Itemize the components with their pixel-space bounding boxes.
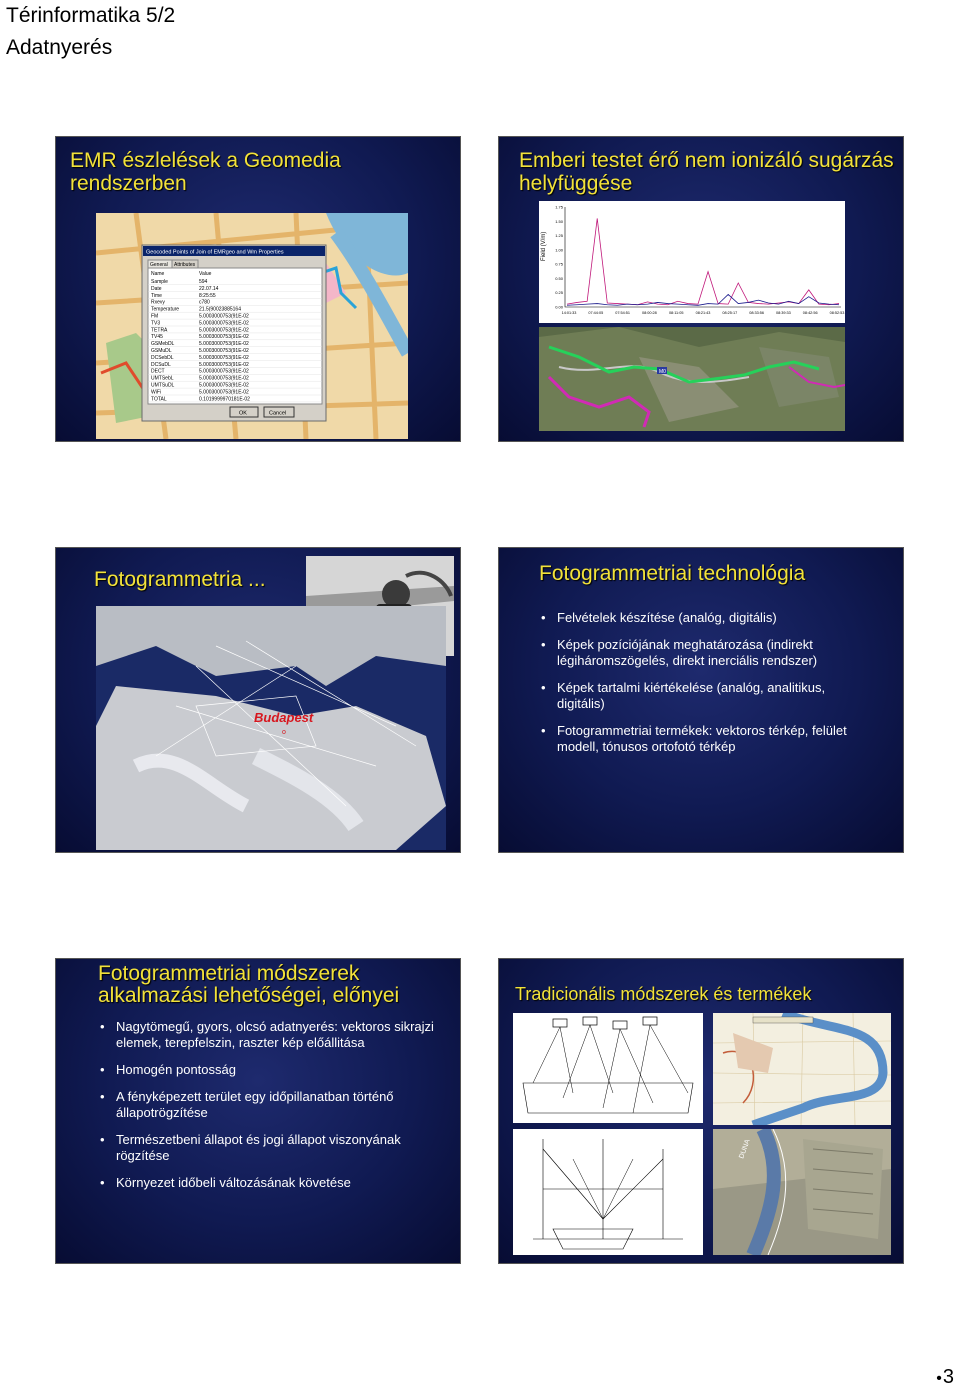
svg-text:o: o [282, 729, 286, 736]
geomedia-map-screenshot [96, 213, 408, 439]
bullet-item: • Fotogrammetriai termékek: vektoros térkép, felület modell, tónusos ortofotó térkép [539, 723, 869, 755]
field-strength-chart [539, 201, 845, 323]
attribute-name-cell: DCSebDL [151, 354, 174, 361]
attribute-value-cell: 5.0003000753(91E-02 [199, 389, 249, 396]
y-tick-label: 1.00 [555, 247, 563, 253]
attribute-name-cell: DCSuDL [151, 361, 171, 368]
cancel-button-label: Cancel [269, 410, 287, 417]
chart-ylabel: Field (V/m) [541, 231, 547, 261]
tab-general-label: General [150, 262, 168, 268]
attribute-value-cell: 5.0003000753(91E-02 [199, 348, 249, 354]
attribute-name-cell: Sample [151, 279, 168, 285]
y-tick-label: 0.00 [555, 304, 563, 310]
x-tick-label: 07:44:05 [588, 311, 604, 315]
slide-title: Tradicionális módszerek és termékek [515, 984, 812, 1004]
slide-title: Fotogrammetriai módszerek alkalmazási lehetőségei, előnyei [98, 962, 400, 1007]
bullet-item: • Homogén pontosság [98, 1062, 438, 1078]
attribute-name-cell: GSMebDL [151, 341, 175, 348]
topographic-map [713, 1013, 891, 1125]
bullet-list [98, 1019, 438, 1202]
slide-title: Emberi testet érő nem ionizáló sugárzás helyfüggése [519, 149, 894, 195]
x-tick-label: 08:42:56 [802, 311, 818, 315]
slide-title: Fotogrammetria ... [94, 568, 266, 591]
geomedia-properties-dialog [142, 245, 326, 421]
attribute-value-cell: 5.0003000753(91E-02 [199, 327, 249, 334]
x-tick-label: 08:11:05 [668, 311, 684, 315]
x-tick-label: 07:54:51 [615, 311, 630, 315]
attribute-value-cell: 5.0003000753(91E-02 [199, 375, 249, 382]
dialog-title: Geocoded Points of Join of EMRgeo and Wm Properties [146, 249, 284, 256]
bullet-item: • A fényképezett terület egy időpillanatban történő állapotrögzítése [98, 1089, 438, 1121]
y-tick-label: 0.75 [555, 261, 563, 267]
column-header-value: Value [199, 271, 212, 277]
map-road-label: M0 [659, 369, 666, 375]
attribute-value-cell: 0.1019999970181E-02 [199, 396, 250, 403]
x-tick-label: 08:00:28 [642, 311, 657, 315]
y-tick-label: 1.75 [555, 204, 563, 210]
attribute-name-cell: TETRA [151, 327, 168, 334]
attribute-value-cell: 5.0003000753(91E-02 [199, 361, 249, 368]
y-tick-label: 1.50 [555, 218, 563, 224]
attribute-value-cell: c780 [199, 299, 210, 306]
attribute-value-cell: 5.0003000753(91E-02 [199, 313, 249, 320]
attribute-value-cell: 5.0003000753(91E-02 [199, 354, 249, 361]
attribute-name-cell: UMTSebL [151, 375, 174, 382]
attribute-name-cell: TV45 [151, 334, 163, 341]
route-aerial-map [539, 327, 845, 431]
y-tick-label: 0.50 [555, 275, 563, 281]
bullet-item: • Felvételek készítése (analóg, digitális) [539, 610, 869, 626]
attribute-name-cell: FM [151, 313, 159, 320]
orthophoto-map [713, 1129, 891, 1255]
attribute-value-cell: 5.0003000753(91E-02 [199, 368, 249, 375]
slide-photogrammetry-technology [499, 548, 903, 852]
attribute-value-cell: 5.0003000753(91E-02 [199, 320, 249, 327]
slide-traditional-methods [499, 959, 903, 1263]
bullet-item: • Természetbeni állapot és jogi állapot viszonyának rögzítése [98, 1132, 438, 1164]
attribute-name-cell: GSMuDL [151, 348, 172, 354]
attribute-value-cell: 5.0003000753(91E-02 [199, 341, 249, 348]
y-tick-label: 0.25 [555, 290, 563, 296]
y-tick-label: 1.25 [555, 233, 563, 239]
tab-attributes-label: Attributes [174, 262, 196, 268]
slide-photogrammetry-advantages [56, 959, 460, 1263]
bullet-item: • Képek tartalmi kiértékelése (analóg, analitikus, digitális) [539, 680, 869, 712]
attribute-value-cell: 22.07.14 [199, 285, 219, 292]
x-tick-label: 08:39:33 [776, 311, 791, 315]
bullet-item: • Környezet időbeli változásának követése [98, 1175, 438, 1191]
attribute-name-cell: Time [151, 292, 162, 299]
attribute-value-cell: 5.0003000753(91E-02 [199, 334, 249, 341]
x-tick-label: 14:01:33 [561, 311, 577, 315]
x-tick-label: 08:33:56 [749, 311, 764, 315]
attribute-name-cell: Date [151, 285, 162, 292]
camera-geometry-diagram [513, 1129, 703, 1255]
x-tick-label: 08:21:43 [695, 311, 711, 315]
bullet-list [539, 610, 869, 766]
column-header-name: Name [151, 271, 165, 277]
attribute-name-cell: TOTAL [151, 396, 167, 403]
attribute-name-cell: UMTSuDL [151, 382, 175, 389]
attribute-value-cell: 21.5(90023885164 [199, 306, 241, 313]
attribute-value-cell: 594 [199, 279, 208, 285]
europe-satellite-map [96, 606, 446, 850]
bullet-item: • Képek pozíciójának meghatározása (indirekt légiháromszögelés, direkt inerciális rendszer) [539, 637, 869, 669]
x-tick-label: 08:25:17 [722, 311, 738, 315]
x-tick-label: 08:52:53 [829, 311, 845, 315]
slide-title: EMR észlelések a Geomedia rendszerben [70, 149, 341, 195]
attribute-value-cell: 8:25:55 [199, 292, 216, 299]
document-header-course: Térinformatika 5/2 [6, 4, 176, 27]
slide-radiation-location [499, 137, 903, 441]
attribute-name-cell: DECT [151, 368, 165, 375]
bullet-item: • Nagytömegű, gyors, olcsó adatnyerés: vektoros sikrajzi elemek, terepfelszin, raszter kép előállitása [98, 1019, 438, 1051]
attribute-name-cell: Rxevy [151, 299, 165, 306]
document-header-topic: Adatnyerés [6, 36, 113, 59]
aerial-strip-diagram [513, 1013, 703, 1123]
attribute-name-cell: TV3 [151, 320, 161, 327]
slide-title: Fotogrammetriai technológia [539, 562, 806, 585]
slide-emr-geomedia [56, 137, 460, 441]
attribute-name-cell: Temperature [151, 306, 180, 313]
attribute-value-cell: 5.0003000753(91E-02 [199, 382, 249, 389]
attribute-name-cell: WiFi [151, 389, 161, 396]
map-city-label: Budapest [254, 710, 314, 725]
slide-photogrammetry-intro [56, 548, 460, 852]
map-river-label: DUNA [738, 1138, 752, 1160]
page-number: • 3 [936, 1366, 954, 1389]
ok-button-label: OK [239, 410, 247, 417]
